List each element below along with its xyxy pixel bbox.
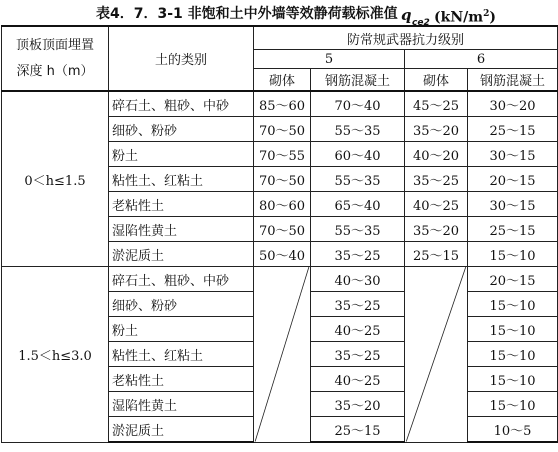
not-applicable-cell-masonry-5: [254, 267, 311, 443]
value-cell-v6-rc: 30～20: [468, 91, 558, 117]
value-cell-v6-masonry: 40～20: [405, 142, 468, 167]
value-cell-v5-rc: 35～25: [311, 292, 405, 317]
value-cell-v6-masonry: 35～20: [405, 217, 468, 242]
value-cell-v6-rc: 15～10: [468, 367, 558, 392]
value-cell-v5-masonry: 70～50: [254, 167, 311, 192]
value-cell-v6-masonry: 25～15: [405, 242, 468, 267]
header-masonry-6: 砌体: [405, 69, 468, 92]
value-cell-v5-masonry: 70～50: [254, 217, 311, 242]
diagonal-line-icon: [405, 267, 467, 442]
value-cell-v5-rc: 60～40: [311, 142, 405, 167]
value-cell-v5-rc: 40～25: [311, 317, 405, 342]
value-cell-v5-masonry: 50～40: [254, 242, 311, 267]
soil-type-cell: 粘性土、红粘土: [109, 167, 254, 192]
diagonal-line-icon: [254, 267, 310, 442]
value-cell-v5-rc: 55～35: [311, 117, 405, 142]
value-cell-v6-rc: 10～5: [468, 417, 558, 443]
value-cell-v5-masonry: 70～50: [254, 117, 311, 142]
value-cell-v5-rc: 55～35: [311, 217, 405, 242]
value-cell-v5-rc: 35～20: [311, 392, 405, 417]
value-cell-v6-rc: 20～15: [468, 267, 558, 292]
load-table: [1, 25, 558, 443]
table-row: [2, 91, 558, 117]
value-cell-v5-masonry: 85～60: [254, 91, 311, 117]
value-cell-v6-rc: 30～15: [468, 192, 558, 217]
depth-range: 0＜h≤1.5: [2, 91, 109, 267]
header-level-6: 6: [405, 50, 558, 69]
value-cell-v6-rc: 30～15: [468, 142, 558, 167]
table-row: [2, 267, 558, 292]
soil-type-cell: 碎石土、粗砂、中砂: [109, 91, 254, 117]
header-resistance-level: 防常规武器抗力级别: [254, 26, 558, 50]
header-level-5: 5: [254, 50, 405, 69]
value-cell-v5-rc: 40～25: [311, 367, 405, 392]
soil-type-cell: 淤泥质土: [109, 242, 254, 267]
value-cell-v6-rc: 25～15: [468, 117, 558, 142]
header-soil-type: 土的类别: [109, 26, 254, 91]
header-rc-6: 钢筋混凝土: [468, 69, 558, 92]
not-applicable-cell-masonry-6: [405, 267, 468, 443]
header-masonry-5: 砌体: [254, 69, 311, 92]
title-subscript: ce2: [412, 18, 430, 28]
value-cell-v5-rc: 55～35: [311, 167, 405, 192]
value-cell-v6-rc: 20～15: [468, 167, 558, 192]
value-cell-v5-rc: 25～15: [311, 417, 405, 443]
value-cell-v6-masonry: 35～25: [405, 167, 468, 192]
soil-type-cell: 细砂、粉砂: [109, 292, 254, 317]
value-cell-v5-rc: 35～25: [311, 342, 405, 367]
value-cell-v5-rc: 65～40: [311, 192, 405, 217]
value-cell-v6-rc: 15～10: [468, 342, 558, 367]
soil-type-cell: 淤泥质土: [109, 417, 254, 443]
soil-type-cell: 湿陷性黄土: [109, 217, 254, 242]
soil-type-cell: 老粘性土: [109, 192, 254, 217]
value-cell-v6-masonry: 35～20: [405, 117, 468, 142]
value-cell-v5-rc: 70～40: [311, 91, 405, 117]
depth-range: 1.5＜h≤3.0: [2, 267, 109, 443]
value-cell-v6-rc: 15～10: [468, 392, 558, 417]
value-cell-v5-masonry: 70～55: [254, 142, 311, 167]
value-cell-v5-rc: 40～30: [311, 267, 405, 292]
soil-type-cell: 碎石土、粗砂、中砂: [109, 267, 254, 292]
header-depth: 顶板顶面埋置 深度 h（m）: [2, 26, 109, 91]
soil-type-cell: 粉土: [109, 317, 254, 342]
value-cell-v5-rc: 35～25: [311, 242, 405, 267]
title-symbol: q: [401, 6, 412, 24]
soil-type-cell: 粉土: [109, 142, 254, 167]
soil-type-cell: 湿陷性黄土: [109, 392, 254, 417]
value-cell-v5-masonry: 80～60: [254, 192, 311, 217]
value-cell-v6-masonry: 45～25: [405, 91, 468, 117]
soil-type-cell: 细砂、粉砂: [109, 117, 254, 142]
table-title: [0, 2, 558, 26]
value-cell-v6-rc: 15～10: [468, 292, 558, 317]
header-rc-5: 钢筋混凝土: [311, 69, 405, 92]
value-cell-v6-rc: 15～10: [468, 242, 558, 267]
soil-type-cell: 老粘性土: [109, 367, 254, 392]
title-unit: $(kN/m^2)$: [434, 9, 496, 26]
value-cell-v6-rc: 15～10: [468, 317, 558, 342]
table-title-main: 表4．7．3-1 非饱和土中外墙等效静荷载标准值: [96, 6, 398, 22]
value-cell-v6-masonry: 40～25: [405, 192, 468, 217]
soil-type-cell: 粘性土、红粘土: [109, 342, 254, 367]
value-cell-v6-rc: 25～15: [468, 217, 558, 242]
